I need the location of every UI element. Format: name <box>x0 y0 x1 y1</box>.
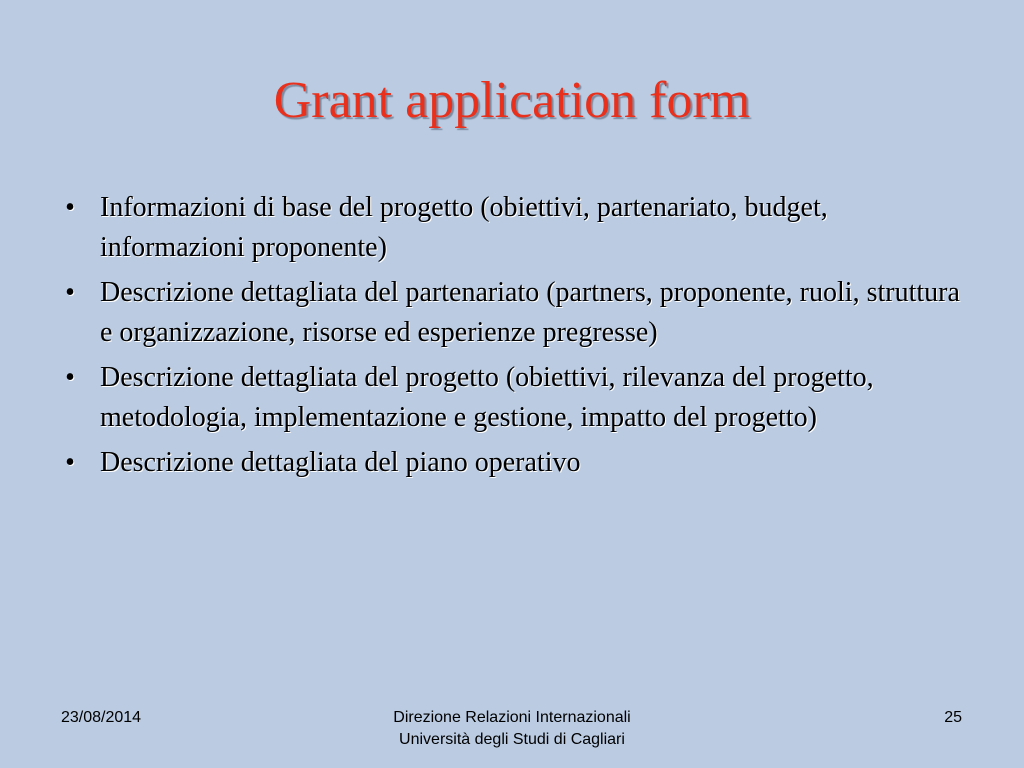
bullet-text: Informazioni di base del progetto (obiettivi, partenariato, budget, informazioni proponente) <box>100 192 828 263</box>
footer-line-1: Direzione Relazioni Internazionali <box>393 709 631 726</box>
bullet-list <box>58 188 968 488</box>
bullet-item <box>58 188 968 268</box>
bullet-text: Descrizione dettagliata del piano operativo <box>100 447 581 478</box>
bullet-item <box>58 273 968 353</box>
bullet-icon: • <box>65 447 75 478</box>
bullet-item <box>58 358 968 438</box>
bullet-icon: • <box>65 362 75 393</box>
bullet-icon: • <box>65 277 75 308</box>
footer-organization <box>312 707 712 751</box>
footer-line-2: Università degli Studi di Cagliari <box>399 731 625 748</box>
page-number: 25 <box>944 709 962 726</box>
footer-date: 23/08/2014 <box>61 709 142 726</box>
slide-title: Grant application form <box>273 72 751 129</box>
bullet-icon: • <box>65 192 75 223</box>
bullet-text: Descrizione dettagliata del partenariato (partners, proponente, ruoli, struttura e organizzazione, risorse ed esperienze pregresse) <box>100 277 960 348</box>
bullet-item <box>58 443 968 483</box>
bullet-text: Descrizione dettagliata del progetto (obiettivi, rilevanza del progetto, metodologia, implementazione e gestione, impatto del progetto) <box>100 362 874 433</box>
